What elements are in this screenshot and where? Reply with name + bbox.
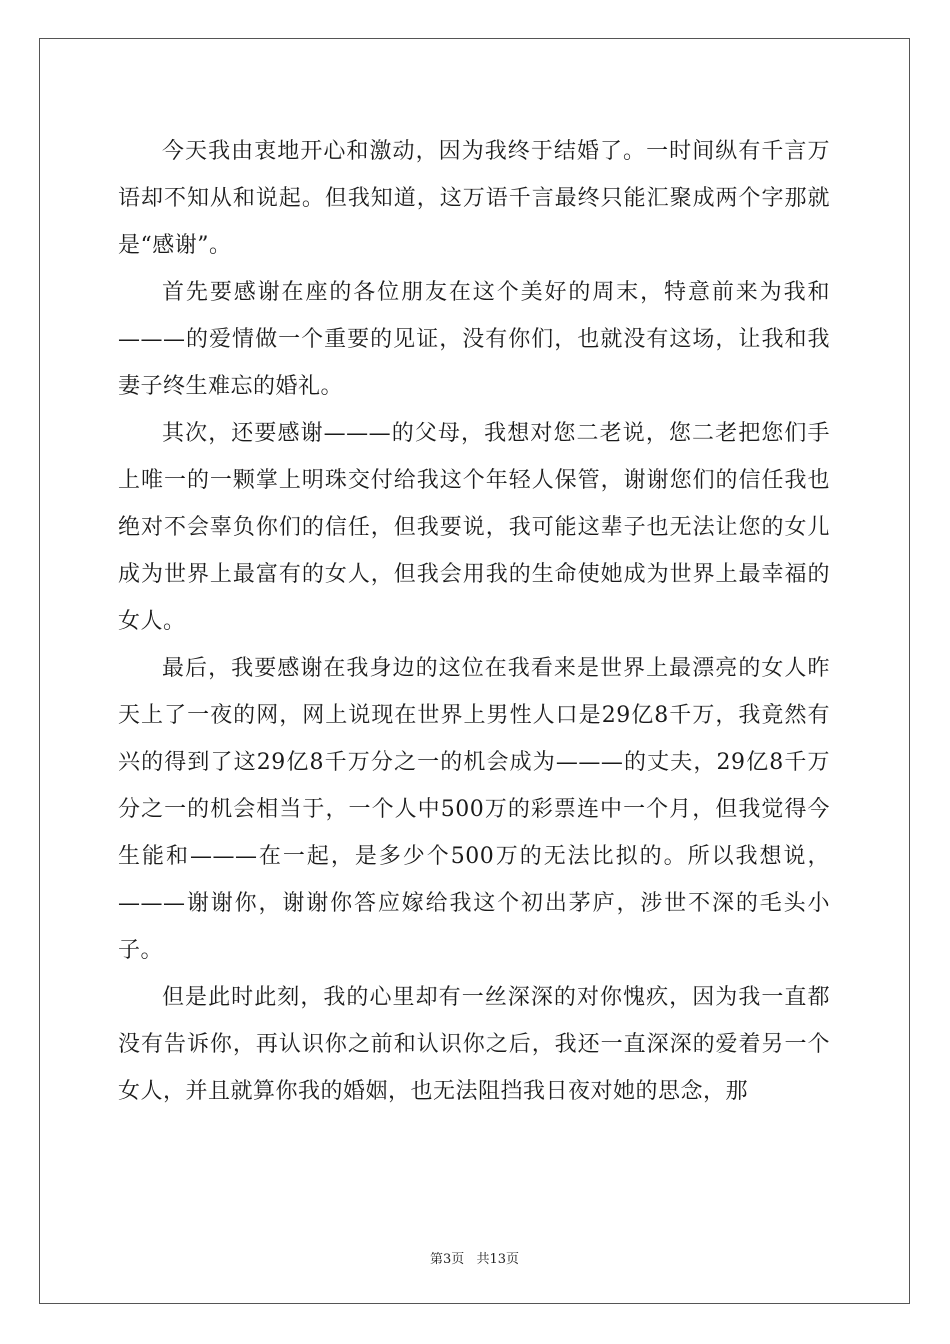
paragraph: 但是此时此刻，我的心里却有一丝深深的对你愧疚，因为我一直都没有告诉你，再认识你之前和认识你之后，我还一直深深的爱着另一个女人，并且就算你我的婚姻，也无法阻挡我日夜对她的思念，那 — [118, 985, 830, 1104]
document-body — [118, 128, 830, 1115]
page-total: 共13页 — [476, 1252, 519, 1267]
paragraph: 今天我由衷地开心和激动，因为我终于结婚了。一时间纵有千言万语却不知从和说起。但我知道，这万语千言最终只能汇聚成两个字那就是“感谢”。 — [118, 139, 830, 258]
paragraph: 最后，我要感谢在我身边的这位在我看来是世界上最漂亮的女人昨天上了一夜的网，网上说现在世界上男性人口是29亿8千万，我竟然有兴的得到了这29亿8千万分之一的机会成为———的丈夫，29亿8千万分之一的机会相当于，一个人中500万的彩票连中一个月，但我觉得今生能和———在一起，是多少个500万的无法比拟的。所以我想说，———谢谢你，谢谢你答应嫁给我这个初出茅庐，涉世不深的毛头小子。 — [118, 656, 830, 963]
paragraph: 其次，还要感谢———的父母，我想对您二老说，您二老把您们手上唯一的一颗掌上明珠交付给我这个年轻人保管，谢谢您们的信任我也绝对不会辜负你们的信任，但我要说，我可能这辈子也无法让您的女儿成为世界上最富有的女人，但我会用我的生命使她成为世界上最幸福的女人。 — [118, 421, 830, 634]
page-footer — [39, 1248, 910, 1267]
paragraph: 首先要感谢在座的各位朋友在这个美好的周末，特意前来为我和———的爱情做一个重要的见证，没有你们，也就没有这场，让我和我妻子终生难忘的婚礼。 — [118, 280, 830, 399]
page-number: 第3页 — [430, 1252, 465, 1267]
